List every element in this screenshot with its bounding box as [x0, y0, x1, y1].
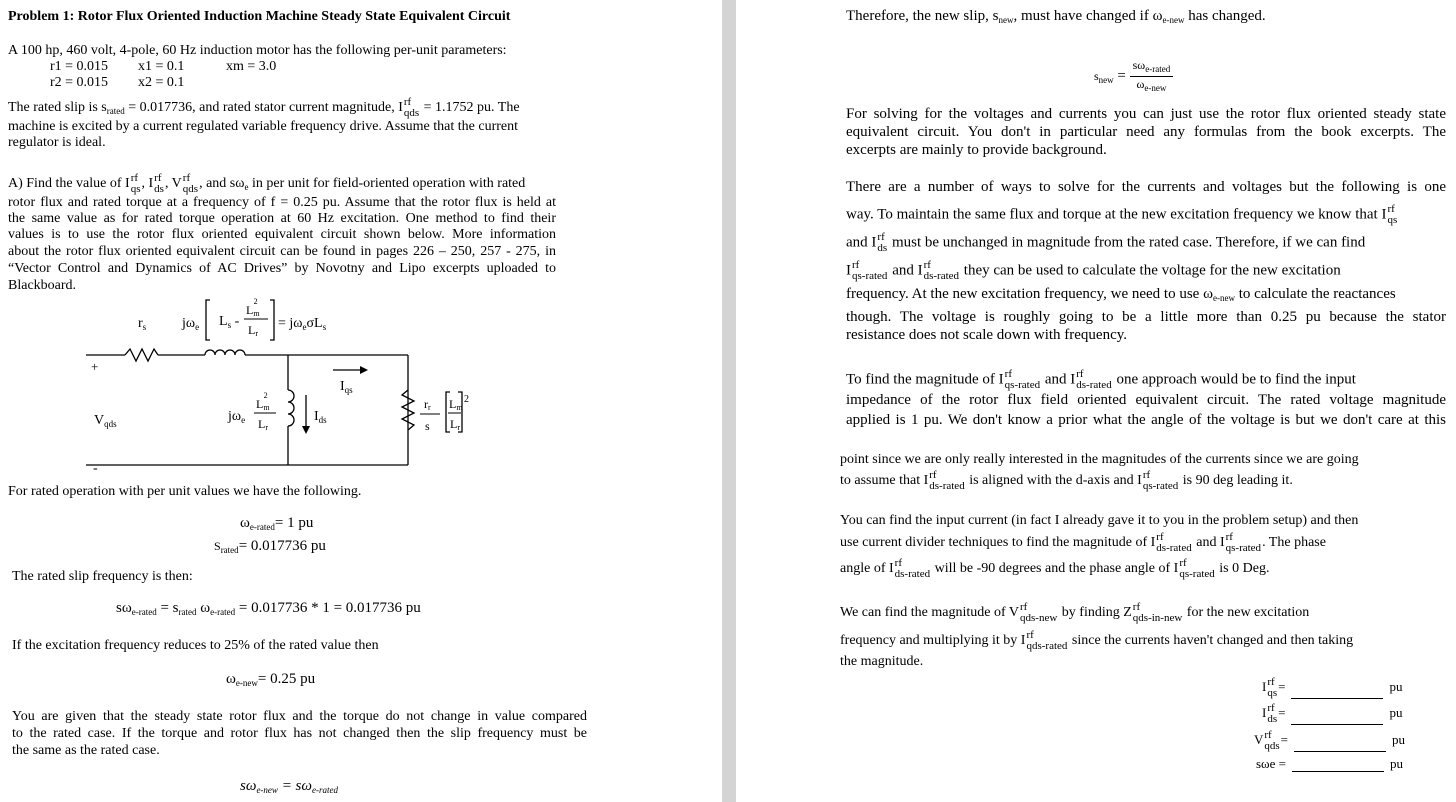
answer-iqs-blank[interactable]	[1291, 687, 1383, 699]
param-xm: xm = 3.0	[226, 59, 277, 74]
label-lm2: Lm2	[246, 297, 260, 318]
param-x2: x2 = 0.1	[138, 75, 185, 90]
label-iqs: $I_{qs}$	[340, 379, 353, 395]
part-a-line-6: “Vector Control and Dynamics of AC Drives” by Novotny and Lipo excerpts uploaded to	[8, 261, 556, 276]
para-3-line-1: To find the magnitude of I rf qs-rated and I rf ds-rated one approach would be to find the input	[846, 368, 1356, 391]
equivalent-circuit	[0, 280, 560, 480]
label-minus: -	[93, 461, 98, 476]
para-2-line-7: resistance does not scale down with frequency.	[846, 327, 1128, 343]
answer-swe-blank[interactable]	[1292, 760, 1384, 772]
label-exp-2: 2	[464, 394, 469, 405]
label-lr-c: Lr	[450, 417, 461, 432]
rated-line-3: regulator is ideal.	[8, 135, 106, 150]
eq-we-rated: $\omega_{e-rated}= 1$ pu	[240, 515, 314, 532]
para-2-line-6: though. The voltage is roughly going to be a little more than 0.25 pu because the stator	[846, 309, 1446, 325]
para-2-line-1: There are a number of ways to solve for the currents and voltages but the following is one	[846, 179, 1446, 195]
para-3-line-3: applied is 1 pu. We don't know a prior what the angle of the voltage is but we don't care at this	[846, 412, 1446, 428]
label-s: s	[425, 419, 430, 433]
reduce-text: If the excitation frequency reduces to 25% of the rated value then	[12, 638, 379, 653]
param-x1: x1 = 0.1	[138, 59, 185, 74]
para-4-line-1: point since we are only really interested in the magnitudes of the currents since we are going	[840, 452, 1359, 467]
para-1-line-1: For solving for the voltages and currents you can just use the rotor flux oriented steady state	[846, 106, 1446, 122]
label-lr-b: Lr	[258, 417, 269, 432]
part-a-line-2: rotor flux and rated torque at a frequency of f = 0.25 pu. Assume that the rotor flux is held at	[8, 195, 556, 210]
right-page	[736, 0, 1456, 802]
para-2-line-3: and I rf ds must be unchanged in magnitude from the rated case. Therefore, if we can find	[846, 231, 1366, 254]
para-6-line-1: We can find the magnitude of V rf qds-new by finding Z rf qds-in-new for the new excitation	[840, 601, 1310, 624]
para-5-line-2: use current divider techniques to find the magnitude of I rf ds-rated and I rf qs-rated . The phase	[840, 531, 1326, 554]
para-5-line-1: You can find the input current (in fact I already gave it to you in the problem setup) and then	[840, 513, 1359, 528]
label-vqds: $V_{qds}$	[94, 413, 117, 429]
para-2-line-4: I rf qs-rated and I rf ds-rated they can be used to calculate the voltage for the new excitation	[846, 259, 1341, 282]
param-r2: r2 = 0.015	[50, 75, 109, 90]
part-a-line-7: Blackboard.	[8, 278, 77, 293]
problem-title: Problem 1: Rotor Flux Oriented Induction Machine Steady State Equivalent Circuit	[8, 9, 511, 24]
part-a-line-5: about the rotor flux oriented equivalent circuit can be found in pages 226 – 250, 257 - 275, in	[8, 244, 556, 259]
answer-ids-blank[interactable]	[1291, 713, 1383, 725]
slip-freq-text: The rated slip frequency is then:	[12, 569, 193, 584]
part-a-line-1: A) Find the value of I rf qs , I rf ds , V rf qds , and $s\omega_e$ in per unit for field-oriented operation with rated	[8, 172, 526, 195]
para-2-line-2: way. To maintain the same flux and torque at the new excitation frequency we know that I rf qs	[846, 203, 1398, 226]
right-top-line: Therefore, the new slip, $s_{new}$, must have changed if $\omega_{e-new}$ has changed.	[846, 8, 1266, 25]
para-6-line-3: the magnitude.	[840, 654, 924, 669]
eq-snew-equal: $s\omega_{e-new} = s\omega_{e-rated}$	[240, 778, 338, 795]
eq-s-rated: $S_{rated}= 0.017736$ pu	[214, 538, 326, 555]
given-line-2: to the rated case. If the torque and rotor flux has not changed then the slip frequency must be	[12, 726, 587, 741]
eq-we-new: $\omega_{e-new}= 0.25$ pu	[226, 671, 316, 688]
rated-line-2: machine is excited by a current regulated variable frequency drive. Assume that the current	[8, 119, 519, 134]
para-4-line-2: to assume that I rf ds-rated is aligned with the d-axis and I rf qs-rated is 90 deg leading it.	[840, 469, 1293, 492]
page-gutter	[722, 0, 736, 802]
rated-line-1: The rated slip is $s_{rated} = 0.017736$, and rated stator current magnitude, I rf qds = 1.1752 pu. The	[8, 96, 520, 119]
label-magnet-jwe: $j\omega_e$	[228, 409, 246, 425]
label-ids: $I_{ds}$	[314, 409, 327, 425]
para-1-line-2: equivalent circuit. You don't in particular need any formulas from the book excerpts. The	[846, 124, 1446, 140]
para-5-line-3: angle of I rf ds-rated will be -90 degrees and the phase angle of I rf qs-rated is 0 Deg.	[840, 557, 1270, 580]
part-a-line-4: values is to use the rotor flux oriented equivalent circuit shown below. More information	[8, 227, 556, 242]
para-2-line-5: frequency. At the new excitation frequency, we need to use $\omega_{e-new}$ to calculate the reactances	[846, 286, 1396, 303]
label-jwe: $j\omega_e$	[182, 316, 200, 332]
answer-ids: I rf ds = pu	[1262, 702, 1403, 725]
left-page	[0, 0, 722, 802]
para-6-line-2: frequency and multiplying it by I rf qds-rated since the currents haven't changed and then taking	[840, 629, 1354, 652]
part-a-line-3: the same value as for rated torque operation at 60 Hz excitation. One method to find their	[8, 211, 556, 226]
label-jwe-sigma: = $j\omega_e\sigma L_s$	[278, 316, 327, 332]
label-plus: +	[91, 359, 99, 374]
label-ls: $L_s$ -	[219, 314, 240, 330]
label-lm2-b: Lm2	[256, 391, 270, 412]
param-r1: r1 = 0.015	[50, 59, 109, 74]
intro-text: A 100 hp, 460 volt, 4-pole, 60 Hz induction motor has the following per-unit parameters:	[8, 43, 507, 58]
rated-ops-text: For rated operation with per unit values we have the following.	[8, 484, 362, 499]
answer-swe: sωe = pu	[1256, 756, 1403, 771]
answer-vqds-blank[interactable]	[1294, 740, 1386, 752]
given-line-1: You are given that the steady state rotor flux and the torque do not change in value compared	[12, 709, 587, 724]
answer-iqs: I rf qs = pu	[1262, 676, 1403, 699]
answer-vqds: V rf qds = pu	[1254, 729, 1406, 752]
eq-s-new-fraction: $s_{new}$ = $\frac{s\omega_{e-rated}}{\omega_{e-new}}$	[1094, 58, 1173, 95]
label-rs: $r_s$	[138, 316, 147, 332]
label-lm-c: Lm	[449, 397, 463, 412]
para-3-line-2: impedance of the rotor flux field oriented equivalent circuit. The rated voltage magnitude	[846, 392, 1446, 408]
label-rr: rr	[424, 397, 431, 412]
given-line-3: the same as the rated case.	[12, 743, 160, 758]
label-lr: Lr	[248, 323, 259, 338]
eq-slip-frequency: $s\omega_{e-rated} = s_{rated}$ $\omega_{e-rated} = 0.017736 * 1 = 0.017736$ pu	[116, 600, 421, 617]
para-1-line-3: excerpts are mainly to provide background.	[846, 142, 1107, 158]
